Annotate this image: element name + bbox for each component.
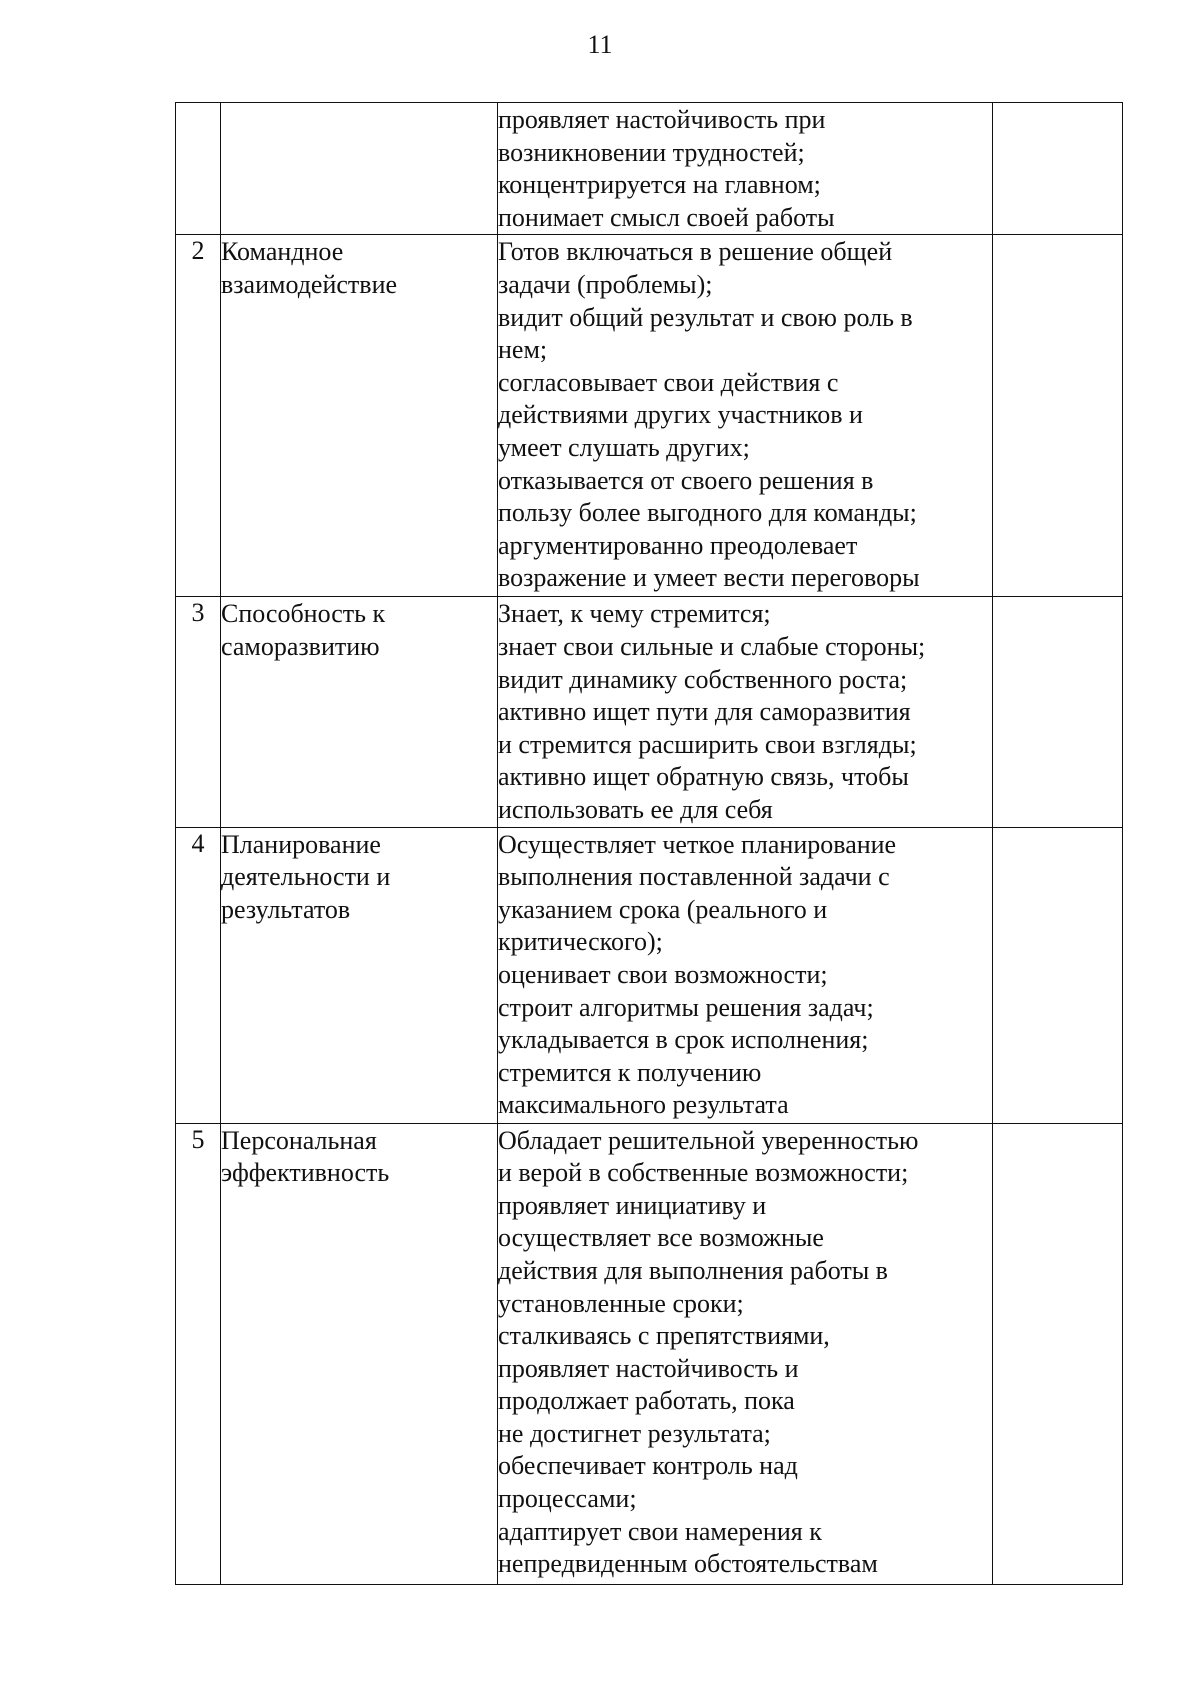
row-number-cell xyxy=(176,235,221,597)
indicator-line: осуществляет все возможные xyxy=(498,1223,824,1253)
indicator-line: активно ищет пути для саморазвития xyxy=(498,697,911,727)
indicator-line: Обладает решительной уверенностью xyxy=(498,1125,919,1155)
criterion-name-cell xyxy=(221,597,498,827)
indicator-line: выполнения поставленной задачи с xyxy=(498,862,890,892)
criterion-name-line: Способность к xyxy=(221,599,386,629)
indicator-line: использовать ее для себя xyxy=(498,794,773,824)
indicator-line: укладывается в срок исполнения; xyxy=(498,1025,869,1055)
indicator-line: действиями других участников и xyxy=(498,400,863,430)
page-number: 11 xyxy=(587,30,613,59)
row-number: 2 xyxy=(191,236,205,266)
indicator-line: проявляет настойчивость при xyxy=(498,105,826,134)
criterion-name-line: взаимодействие xyxy=(221,269,398,299)
indicator-line: нем; xyxy=(498,335,548,365)
indicator-line: аргументированно преодолевает xyxy=(498,530,858,560)
indicators-cell xyxy=(498,1123,993,1584)
criterion-name-line: эффективность xyxy=(221,1158,390,1188)
indicator-line: указанием срока (реального и xyxy=(498,894,828,924)
score-cell xyxy=(993,235,1123,597)
row-number-cell xyxy=(176,827,221,1123)
indicator-line: активно ищет обратную связь, чтобы xyxy=(498,762,909,792)
indicators-cell xyxy=(498,597,993,827)
score-cell xyxy=(993,827,1123,1123)
indicator-line: установленные сроки; xyxy=(498,1288,744,1318)
indicator-line: непредвиденным обстоятельствам xyxy=(498,1549,878,1579)
indicator-line: возникновении трудностей; xyxy=(498,137,805,167)
indicator-line: стремится к получению xyxy=(498,1057,762,1087)
indicator-line: пользу более выгодного для команды; xyxy=(498,498,917,528)
criterion-name-line: саморазвитию xyxy=(221,631,380,661)
table-row xyxy=(176,827,1123,1123)
indicator-line: Осуществляет четкое планирование xyxy=(498,829,897,859)
indicator-line: оценивает свои возможности; xyxy=(498,959,828,989)
row-number: 3 xyxy=(191,598,205,628)
table-row xyxy=(176,235,1123,597)
indicator-line: возражение и умеет вести переговоры xyxy=(498,563,920,593)
indicator-line: максимального результата xyxy=(498,1090,789,1120)
indicators-cell xyxy=(498,235,993,597)
criterion-name-cell xyxy=(221,1123,498,1584)
indicator-line: и верой в собственные возможности; xyxy=(498,1158,909,1188)
table-row xyxy=(176,1123,1123,1584)
indicator-line: понимает смысл своей работы xyxy=(498,202,835,232)
indicator-line: продолжает работать, пока xyxy=(498,1386,795,1416)
indicator-line: обеспечивает контроль над xyxy=(498,1451,798,1481)
row-number: 5 xyxy=(191,1124,205,1154)
row-number: 4 xyxy=(191,828,205,858)
criterion-name-line: Командное xyxy=(221,237,344,267)
criterion-name-cell xyxy=(221,103,498,235)
indicator-line: согласовывает свои действия с xyxy=(498,367,839,397)
criteria-table xyxy=(175,102,1123,1585)
indicator-line: строит алгоритмы решения задач; xyxy=(498,992,874,1022)
row-number-cell xyxy=(176,103,221,235)
indicator-line: Знает, к чему стремится; xyxy=(498,599,771,629)
indicator-line: действия для выполнения работы в xyxy=(498,1255,888,1285)
table-body xyxy=(176,103,1123,1585)
indicator-line: концентрируется на главном; xyxy=(498,170,821,200)
indicator-line: Готов включаться в решение общей xyxy=(498,237,893,267)
indicator-line: и стремится расширить свои взгляды; xyxy=(498,729,917,759)
indicator-line: не достигнет результата; xyxy=(498,1418,771,1448)
table-row xyxy=(176,103,1123,235)
indicator-line: умеет слушать других; xyxy=(498,432,750,462)
indicator-line: критического); xyxy=(498,927,663,957)
indicator-line: проявляет инициативу и xyxy=(498,1190,767,1220)
score-cell xyxy=(993,103,1123,235)
indicators-cell xyxy=(498,827,993,1123)
score-cell xyxy=(993,597,1123,827)
indicator-line: видит общий результат и свою роль в xyxy=(498,302,913,332)
indicator-line: видит динамику собственного роста; xyxy=(498,664,908,694)
criterion-name-line: Планирование xyxy=(221,829,381,859)
row-number-cell xyxy=(176,597,221,827)
row-number-cell xyxy=(176,1123,221,1584)
score-cell xyxy=(993,1123,1123,1584)
indicators-cell xyxy=(498,103,993,235)
indicator-line: сталкиваясь с препятствиями, xyxy=(498,1321,830,1351)
row-number xyxy=(176,103,220,136)
criterion-name-line: деятельности и xyxy=(221,862,391,892)
criterion-name-cell xyxy=(221,235,498,597)
indicator-line: процессами; xyxy=(498,1484,637,1514)
criterion-name-line: результатов xyxy=(221,894,351,924)
indicator-line: проявляет настойчивость и xyxy=(498,1353,799,1383)
criterion-name-cell xyxy=(221,827,498,1123)
indicator-line: знает свои сильные и слабые стороны; xyxy=(498,631,926,661)
indicator-line: адаптирует свои намерения к xyxy=(498,1516,822,1546)
table-row xyxy=(176,597,1123,827)
criterion-name-line: Персональная xyxy=(221,1125,377,1155)
indicator-line: задачи (проблемы); xyxy=(498,269,713,299)
indicator-line: отказывается от своего решения в xyxy=(498,465,874,495)
